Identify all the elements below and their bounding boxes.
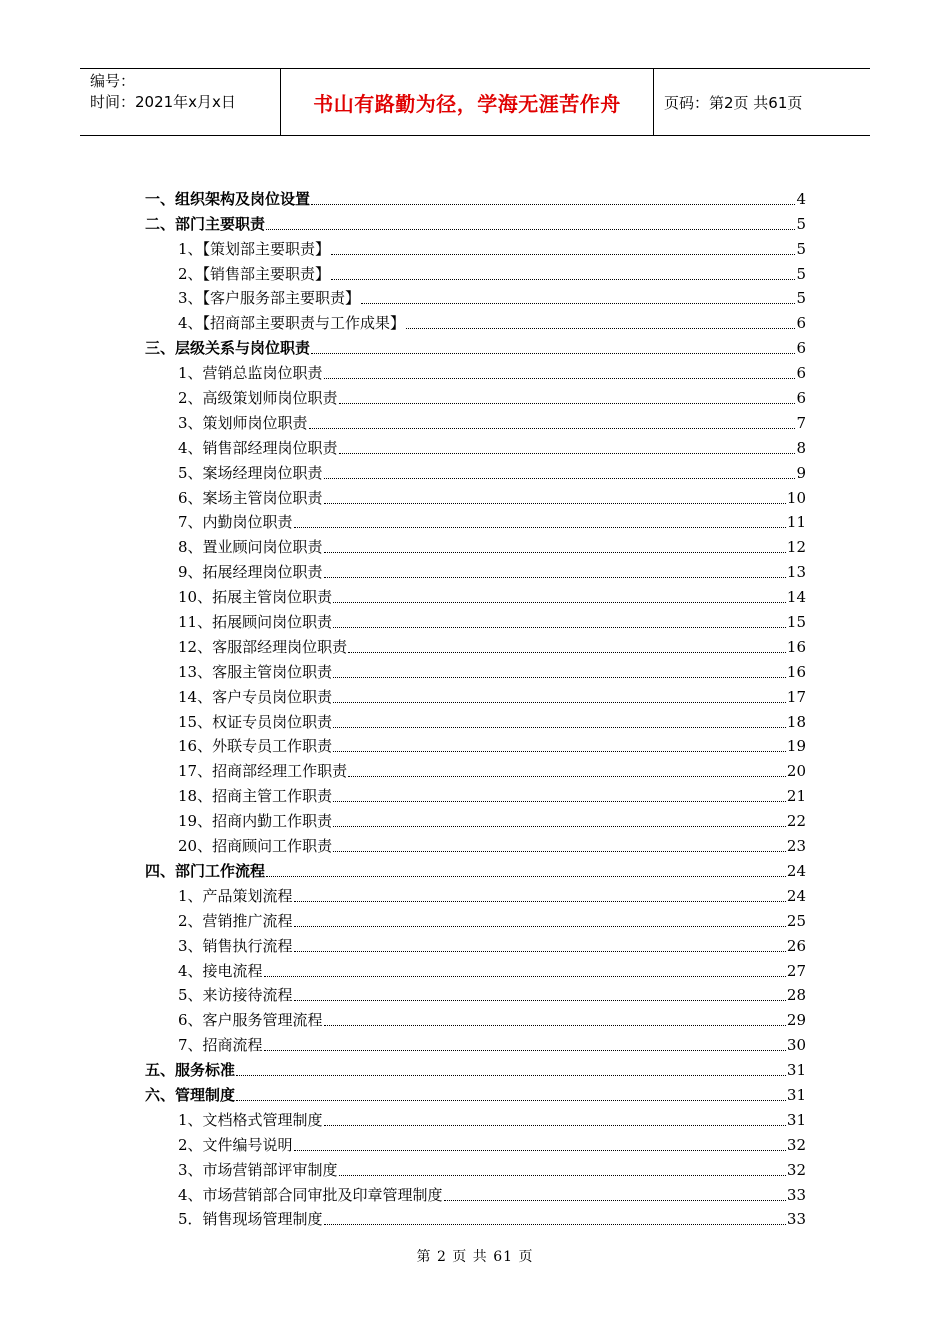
toc-entry-title: 二、部门主要职责 bbox=[145, 214, 266, 233]
toc-entry-title: 6、客户服务管理流程 bbox=[178, 1011, 323, 1030]
toc-dot-leader bbox=[324, 577, 786, 578]
page-header bbox=[80, 68, 870, 136]
toc-dot-leader bbox=[236, 1075, 786, 1076]
toc-entry-title: 12、客服部经理岗位职责 bbox=[178, 637, 348, 656]
toc-entry-title: 14、客户专员岗位职责 bbox=[178, 687, 333, 706]
toc-entry-title: 19、招商内勤工作职责 bbox=[178, 812, 333, 831]
toc-dot-leader bbox=[311, 204, 795, 205]
toc-dot-leader bbox=[444, 1200, 786, 1201]
toc-entry-title: 1、产品策划流程 bbox=[178, 886, 293, 905]
toc-entry-title: 3、策划师岗位职责 bbox=[178, 413, 308, 432]
toc-entry-page-number: 33 bbox=[786, 1210, 806, 1229]
toc-entry-page-number: 5 bbox=[796, 239, 806, 258]
toc-entry-title: 四、部门工作流程 bbox=[145, 861, 266, 880]
header-meta bbox=[80, 69, 281, 135]
toc-subsection-entry[interactable] bbox=[145, 781, 806, 806]
toc-entry-title: 五、服务标准 bbox=[145, 1061, 236, 1080]
toc-entry-title: 4、接电流程 bbox=[178, 961, 263, 980]
toc-entry-title: 18、招商主管工作职责 bbox=[178, 787, 333, 806]
toc-entry-title: 4、销售部经理岗位职责 bbox=[178, 438, 338, 457]
toc-entry-page-number: 12 bbox=[786, 538, 806, 557]
toc-entry-title: 5、来访接待流程 bbox=[178, 986, 293, 1005]
toc-subsection-entry[interactable] bbox=[145, 383, 806, 408]
toc-entry-page-number: 33 bbox=[786, 1185, 806, 1204]
toc-dot-leader bbox=[324, 478, 796, 479]
toc-entry-title: 3、销售执行流程 bbox=[178, 936, 293, 955]
toc-entry-title: 13、客服主管岗位职责 bbox=[178, 662, 333, 681]
toc-entry-title: 7、招商流程 bbox=[178, 1036, 263, 1055]
toc-dot-leader bbox=[294, 527, 786, 528]
toc-subsection-entry[interactable] bbox=[145, 632, 806, 657]
toc-subsection-entry[interactable] bbox=[145, 682, 806, 707]
toc-entry-page-number: 10 bbox=[786, 488, 806, 507]
toc-entry-page-number: 31 bbox=[786, 1110, 806, 1129]
toc-entry-title: 5、案场经理岗位职责 bbox=[178, 463, 323, 482]
toc-subsection-entry[interactable] bbox=[145, 756, 806, 781]
header-motto: 书山有路勤为径，学海无涯苦作舟 bbox=[281, 69, 654, 135]
toc-dot-leader bbox=[331, 254, 795, 255]
toc-section-entry[interactable] bbox=[145, 1055, 806, 1080]
toc-entry-title: 17、招商部经理工作职责 bbox=[178, 762, 348, 781]
toc-entry-page-number: 24 bbox=[786, 861, 806, 880]
toc-section-entry[interactable] bbox=[145, 856, 806, 881]
toc-entry-title: 2、高级策划师岗位职责 bbox=[178, 389, 338, 408]
toc-entry-title: 3、【客户服务部主要职责】 bbox=[178, 289, 361, 308]
toc-dot-leader bbox=[266, 876, 786, 877]
toc-subsection-entry[interactable] bbox=[145, 582, 806, 607]
toc-subsection-entry[interactable] bbox=[145, 358, 806, 383]
toc-subsection-entry[interactable] bbox=[145, 906, 806, 931]
toc-dot-leader bbox=[311, 353, 795, 354]
toc-subsection-entry[interactable] bbox=[145, 433, 806, 458]
toc-dot-leader bbox=[324, 552, 786, 553]
toc-entry-page-number: 8 bbox=[796, 438, 806, 457]
toc-entry-page-number: 28 bbox=[786, 986, 806, 1005]
toc-entry-page-number: 22 bbox=[786, 812, 806, 831]
toc-entry-page-number: 31 bbox=[786, 1085, 806, 1104]
toc-entry-title: 9、拓展经理岗位职责 bbox=[178, 563, 323, 582]
toc-entry-page-number: 11 bbox=[786, 513, 806, 532]
toc-entry-page-number: 14 bbox=[786, 588, 806, 607]
toc-entry-page-number: 23 bbox=[786, 837, 806, 856]
toc-entry-page-number: 30 bbox=[786, 1036, 806, 1055]
toc-subsection-entry[interactable] bbox=[145, 508, 806, 533]
toc-entry-title: 15、权证专员岗位职责 bbox=[178, 712, 333, 731]
toc-subsection-entry[interactable] bbox=[145, 881, 806, 906]
toc-dot-leader bbox=[294, 1150, 786, 1151]
toc-entry-title: 2、文件编号说明 bbox=[178, 1135, 293, 1154]
toc-dot-leader bbox=[294, 926, 786, 927]
toc-entry-page-number: 13 bbox=[786, 563, 806, 582]
toc-entry-page-number: 32 bbox=[786, 1160, 806, 1179]
toc-entry-title: 7、内勤岗位职责 bbox=[178, 513, 293, 532]
toc-subsection-entry[interactable] bbox=[145, 408, 806, 433]
toc-dot-leader bbox=[361, 303, 795, 304]
toc-dot-leader bbox=[324, 1025, 786, 1026]
toc-subsection-entry[interactable] bbox=[145, 657, 806, 682]
toc-section-entry[interactable] bbox=[145, 333, 806, 358]
toc-entry-page-number: 16 bbox=[786, 637, 806, 656]
toc-dot-leader bbox=[236, 1100, 786, 1101]
toc-subsection-entry[interactable] bbox=[145, 831, 806, 856]
toc-entry-title: 1、【策划部主要职责】 bbox=[178, 239, 331, 258]
toc-subsection-entry[interactable] bbox=[145, 1155, 806, 1180]
toc-subsection-entry[interactable] bbox=[145, 234, 806, 259]
toc-subsection-entry[interactable] bbox=[145, 1205, 806, 1230]
toc-entry-title: 一、组织架构及岗位设置 bbox=[145, 189, 311, 208]
toc-section-entry[interactable] bbox=[145, 209, 806, 234]
toc-entry-page-number: 32 bbox=[786, 1135, 806, 1154]
toc-dot-leader bbox=[294, 901, 786, 902]
toc-dot-leader bbox=[339, 403, 796, 404]
toc-entry-page-number: 18 bbox=[786, 712, 806, 731]
toc-dot-leader bbox=[339, 453, 796, 454]
toc-dot-leader bbox=[324, 1125, 786, 1126]
toc-entry-title: 20、招商顾问工作职责 bbox=[178, 837, 333, 856]
toc-subsection-entry[interactable] bbox=[145, 284, 806, 309]
toc-entry-page-number: 19 bbox=[786, 737, 806, 756]
toc-entry-page-number: 4 bbox=[796, 189, 806, 208]
toc-entry-title: 4、市场营销部合同审批及印章管理制度 bbox=[178, 1185, 443, 1204]
toc-dot-leader bbox=[339, 1175, 786, 1176]
toc-entry-page-number: 24 bbox=[786, 886, 806, 905]
toc-dot-leader bbox=[406, 328, 795, 329]
toc-entry-title: 8、置业顾问岗位职责 bbox=[178, 538, 323, 557]
toc-dot-leader bbox=[331, 279, 795, 280]
page-footer: 第 2 页 共 61 页 bbox=[416, 1249, 534, 1265]
toc-subsection-entry[interactable] bbox=[145, 458, 806, 483]
toc-subsection-entry[interactable] bbox=[145, 981, 806, 1006]
toc-entry-title: 三、层级关系与岗位职责 bbox=[145, 339, 311, 358]
toc-entry-title: 1、营销总监岗位职责 bbox=[178, 364, 323, 383]
table-of-contents bbox=[145, 184, 806, 1229]
toc-subsection-entry[interactable] bbox=[145, 1030, 806, 1055]
toc-entry-title: 六、管理制度 bbox=[145, 1085, 236, 1104]
toc-entry-title: 4、【招商部主要职责与工作成果】 bbox=[178, 314, 406, 333]
toc-dot-leader bbox=[348, 776, 786, 777]
toc-dot-leader bbox=[333, 627, 786, 628]
toc-subsection-entry[interactable] bbox=[145, 956, 806, 981]
toc-entry-page-number: 6 bbox=[796, 314, 806, 333]
toc-entry-page-number: 21 bbox=[786, 787, 806, 806]
toc-subsection-entry[interactable] bbox=[145, 607, 806, 632]
toc-entry-page-number: 26 bbox=[786, 936, 806, 955]
toc-entry-title: 2、【销售部主要职责】 bbox=[178, 264, 331, 283]
toc-dot-leader bbox=[324, 1224, 786, 1225]
toc-entry-page-number: 31 bbox=[786, 1061, 806, 1080]
toc-subsection-entry[interactable] bbox=[145, 557, 806, 582]
toc-dot-leader bbox=[333, 826, 786, 827]
toc-entry-page-number: 25 bbox=[786, 911, 806, 930]
toc-subsection-entry[interactable] bbox=[145, 1105, 806, 1130]
toc-subsection-entry[interactable] bbox=[145, 1180, 806, 1205]
toc-dot-leader bbox=[333, 677, 786, 678]
toc-subsection-entry[interactable] bbox=[145, 732, 806, 757]
toc-entry-title: 3、市场营销部评审制度 bbox=[178, 1160, 338, 1179]
toc-dot-leader bbox=[324, 378, 796, 379]
toc-dot-leader bbox=[333, 727, 786, 728]
toc-entry-page-number: 29 bbox=[786, 1011, 806, 1030]
toc-subsection-entry[interactable] bbox=[145, 1005, 806, 1030]
toc-entry-page-number: 16 bbox=[786, 662, 806, 681]
toc-dot-leader bbox=[309, 428, 796, 429]
toc-dot-leader bbox=[333, 702, 786, 703]
toc-section-entry[interactable] bbox=[145, 184, 806, 209]
toc-entry-title: 6、案场主管岗位职责 bbox=[178, 488, 323, 507]
toc-entry-title: 5．销售现场管理制度 bbox=[178, 1210, 323, 1229]
toc-entry-page-number: 5 bbox=[796, 289, 806, 308]
toc-entry-title: 2、营销推广流程 bbox=[178, 911, 293, 930]
toc-entry-page-number: 27 bbox=[786, 961, 806, 980]
toc-entry-title: 1、文档格式管理制度 bbox=[178, 1110, 323, 1129]
toc-entry-page-number: 9 bbox=[796, 463, 806, 482]
time-label: 时间：2021年x月x日 bbox=[90, 93, 236, 111]
toc-entry-page-number: 6 bbox=[796, 364, 806, 383]
toc-subsection-entry[interactable] bbox=[145, 707, 806, 732]
toc-dot-leader bbox=[348, 652, 786, 653]
toc-entry-page-number: 15 bbox=[786, 613, 806, 632]
toc-section-entry[interactable] bbox=[145, 1080, 806, 1105]
toc-dot-leader bbox=[333, 751, 786, 752]
toc-dot-leader bbox=[324, 503, 786, 504]
toc-dot-leader bbox=[264, 1050, 786, 1051]
toc-entry-title: 10、拓展主管岗位职责 bbox=[178, 588, 333, 607]
toc-dot-leader bbox=[294, 951, 786, 952]
toc-entry-page-number: 6 bbox=[796, 389, 806, 408]
toc-subsection-entry[interactable] bbox=[145, 308, 806, 333]
toc-entry-page-number: 20 bbox=[786, 762, 806, 781]
toc-entry-page-number: 6 bbox=[796, 339, 806, 358]
toc-entry-title: 16、外联专员工作职责 bbox=[178, 737, 333, 756]
toc-entry-page-number: 5 bbox=[796, 264, 806, 283]
toc-subsection-entry[interactable] bbox=[145, 483, 806, 508]
toc-dot-leader bbox=[333, 602, 786, 603]
toc-entry-page-number: 7 bbox=[796, 413, 806, 432]
header-page-info: 页码：第2页 共61页 bbox=[664, 93, 803, 112]
toc-dot-leader bbox=[266, 229, 795, 230]
toc-dot-leader bbox=[294, 1000, 786, 1001]
toc-subsection-entry[interactable] bbox=[145, 532, 806, 557]
toc-entry-title: 11、拓展顾问岗位职责 bbox=[178, 613, 333, 632]
toc-dot-leader bbox=[333, 801, 786, 802]
toc-subsection-entry[interactable] bbox=[145, 931, 806, 956]
toc-entry-page-number: 5 bbox=[796, 214, 806, 233]
serial-label: 编号： bbox=[90, 72, 136, 90]
toc-dot-leader bbox=[333, 851, 786, 852]
toc-entry-page-number: 17 bbox=[786, 687, 806, 706]
toc-subsection-entry[interactable] bbox=[145, 806, 806, 831]
toc-dot-leader bbox=[264, 976, 786, 977]
toc-subsection-entry[interactable] bbox=[145, 1130, 806, 1155]
toc-subsection-entry[interactable] bbox=[145, 259, 806, 284]
